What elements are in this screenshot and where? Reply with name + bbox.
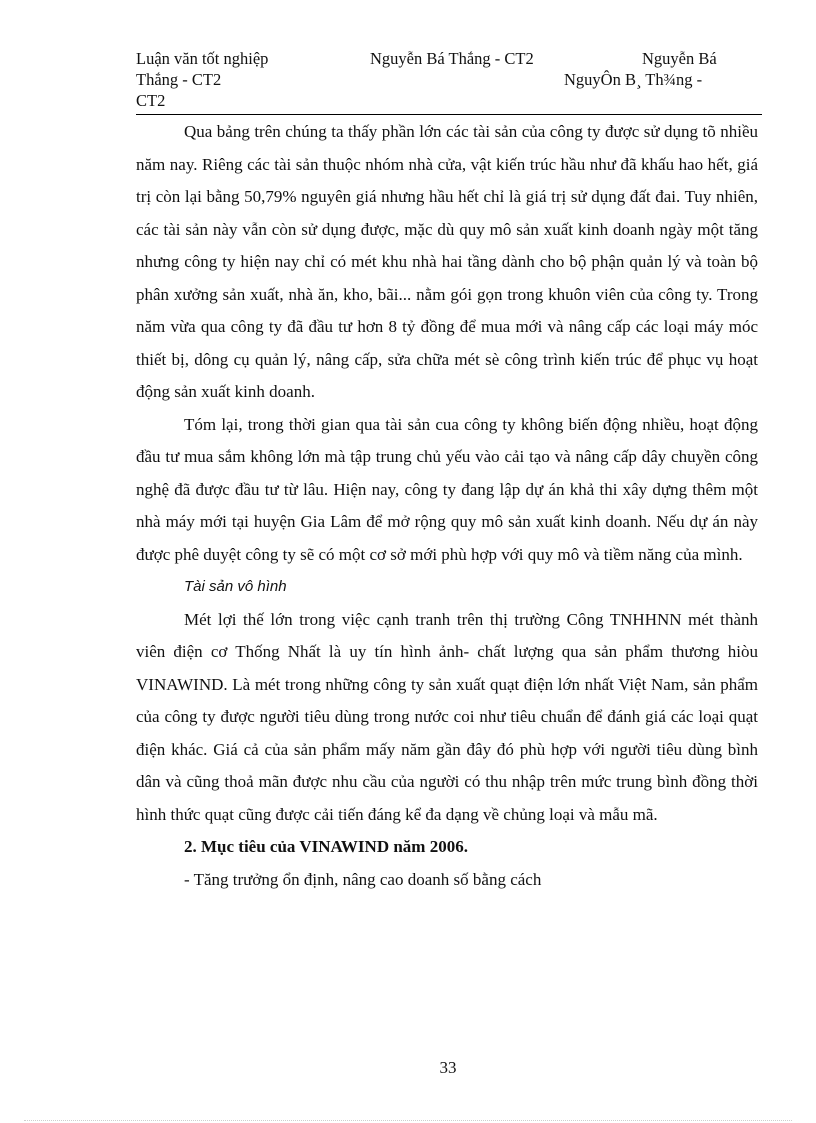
paragraph-intangible-assets: Mét lợi thế lớn trong việc cạnh tranh trên thị trường Công TNHHNN mét thành viên điện cơ Thống Nhất là uy tín hình ảnh- chất lượng qua sản phẩm thương hiòu VINAWIND. Là mét trong những công ty sản xuất quạt điện lớn nhất Việt Nam, sản phẩm của công ty được người tiêu dùng trong nước coi như tiêu chuẩn để đánh giá các loại quạt điện khác. Giá cả của sản phẩm mấy năm gần đây đó phù hợp với người tiêu dùng bình dân và cũng thoả mãn được nhu cầu của người có thu nhập trên mức trung bình đồng thời hình thức quạt cũng được cải tiến đáng kể đa dạng về chủng loại và mẫu mã. bbox=[136, 609, 758, 824]
header-thesis-label: Luận văn tốt nghiệp bbox=[136, 49, 269, 68]
page-body bbox=[136, 116, 758, 896]
paragraph-fixed-assets: Qua bảng trên chúng ta thấy phần lớn các tài sản của công ty được sử dụng tõ nhiều năm nay. Riêng các tài sản thuộc nhóm nhà cửa, vật kiến trúc hầu như đã khấu hao hết, giá trị còn lại bằng 50,79% nguyên giá nhưng hầu hết chỉ là giá trị sử dụng đất đai. Tuy nhiên, các tài sản này vẫn còn sử dụng được, mặc dù quy mô sản xuất kinh doanh ngày một tăng nhưng công ty hiện nay chỉ có mét khu nhà hai tầng dành cho bộ phận quản lý và toàn bộ phân xưởng sản xuất, nhà ăn, kho, bãi... nằm gói gọn trong khuôn viên của công ty. Trong năm vừa qua công ty đã đầu tư hơn 8 tỷ đồng để mua mới và nâng cấp các loại máy móc thiết bị, dông cụ quản lý, nâng cấp, sửa chữa mét sè công trình kiến trúc để phục vụ hoạt động sản xuất kinh doanh. bbox=[136, 122, 758, 401]
section-heading-goals: 2. Mục tiêu của VINAWIND năm 2006. bbox=[184, 837, 468, 856]
page-number: 33 bbox=[439, 1058, 457, 1077]
header-author-garbled: NguyÔn B¸ Th¾ng - bbox=[564, 70, 703, 89]
paragraph-summary: Tóm lại, trong thời gian qua tài sản cua công ty không biến động nhiều, hoạt động đầu tư mua sắm không lớn mà tập trung chủ yếu vào cải tạo và nâng cấp dây chuyền công nghệ đã được đầu tư từ lâu. Hiện nay, công ty đang lập dự án khả thi xây dựng thêm một nhà máy mới tại huyện Gia Lâm để mở rộng quy mô sản xuất kinh doanh. Nếu dự án này được phê duyệt công ty sẽ có một cơ sở mới phù hợp với quy mô và tiềm năng của mình. bbox=[136, 414, 758, 564]
bullet-item: - Tăng trưởng ổn định, nâng cao doanh số bằng cách bbox=[184, 869, 542, 889]
header-author-continued: Thắng - CT2 bbox=[136, 70, 222, 89]
header-rule bbox=[136, 114, 762, 115]
header-author: Nguyễn Bá Thắng - CT2 bbox=[370, 49, 534, 68]
header-line-3 bbox=[136, 90, 760, 111]
header-line-1 bbox=[136, 48, 760, 69]
header-line-2 bbox=[136, 69, 760, 90]
header-author-repeat: Nguyễn Bá bbox=[642, 49, 717, 68]
page-header bbox=[136, 48, 760, 111]
header-class: CT2 bbox=[136, 91, 166, 110]
page-bottom-divider bbox=[24, 1120, 792, 1121]
subheading-intangible-assets: Tài sản vô hình bbox=[184, 578, 287, 595]
